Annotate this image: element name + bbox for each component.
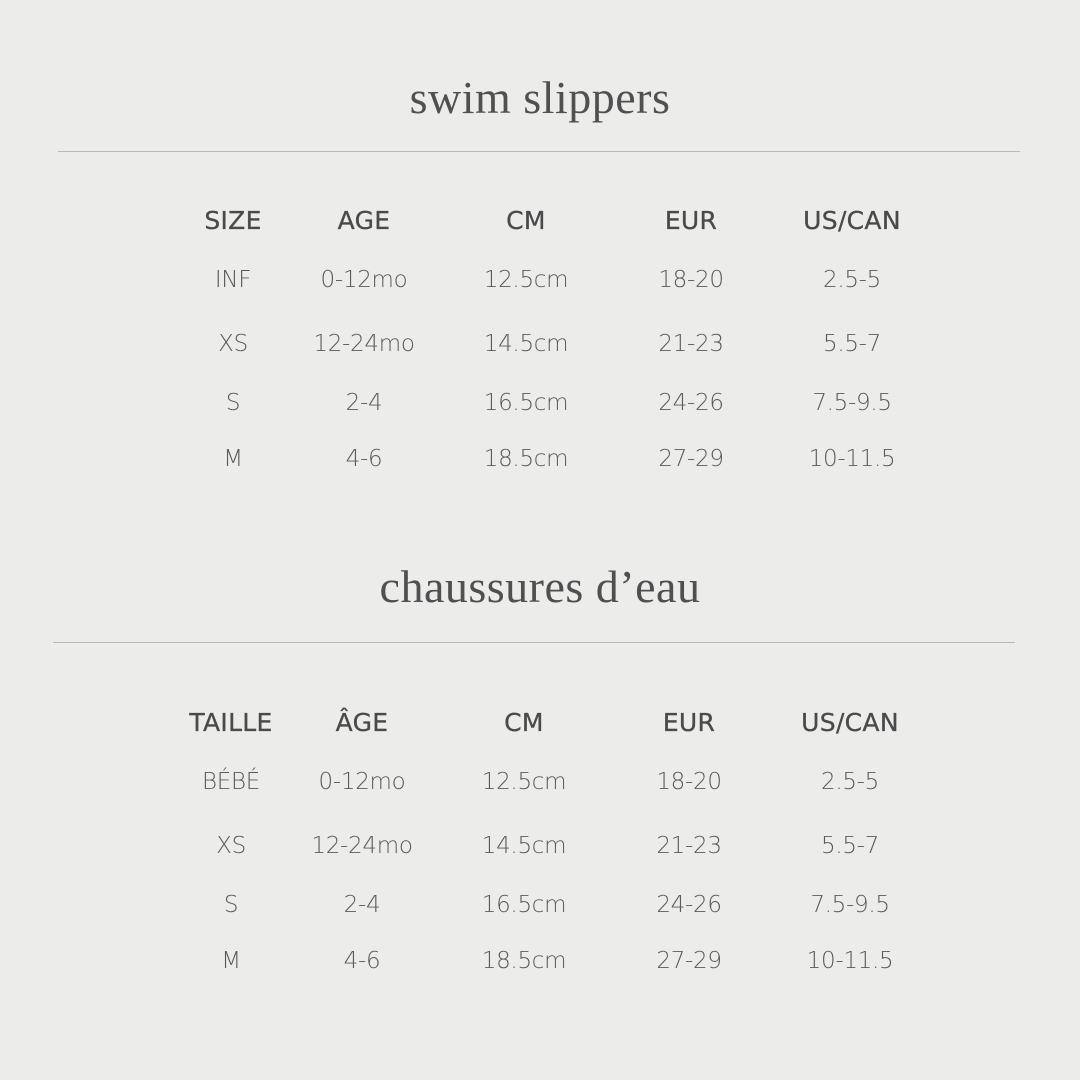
cell-cm: 18.5cm [481,948,567,974]
column-header-taille: TAILLE [189,708,273,737]
cell-us-can: 5.5-7 [820,833,879,859]
cell-eur: 18-20 [658,267,724,293]
column-header-us-can: US/CAN [803,206,901,235]
table-title: swim slippers [409,72,671,123]
cell-us-can: 2.5-5 [822,267,881,293]
column-header-eur: EUR [662,708,716,737]
cell-us-can: 5.5-7 [822,331,881,357]
table-title: chaussures d’eau [379,561,701,612]
cell-size: M [221,948,241,974]
cell-age: 12-24mo [311,833,413,859]
cell-cm: 16.5cm [483,390,569,416]
cell-eur: 21-23 [656,833,722,859]
column-header-us-can: US/CAN [801,708,899,737]
divider [53,642,1015,643]
cell-eur: 24-26 [656,892,722,918]
cell-size: XS [216,833,246,859]
cell-cm: 14.5cm [481,833,567,859]
cell-eur: 18-20 [656,769,722,795]
cell-cm: 18.5cm [483,446,569,472]
cell-cm: 12.5cm [481,769,567,795]
cell-eur: 24-26 [658,390,724,416]
cell-age: 0-12mo [318,769,406,795]
cell-us-can: 10-11.5 [808,446,896,472]
cell-us-can: 2.5-5 [820,769,879,795]
column-header-cm: CM [504,708,544,737]
column-header-eur: EUR [664,206,718,235]
cell-us-can: 10-11.5 [806,948,894,974]
column-header-age: ÂGE [335,708,389,737]
cell-age: 2-4 [345,390,383,416]
cell-size: BÉBÉ [202,769,260,795]
cell-age: 4-6 [343,948,381,974]
cell-age: 0-12mo [320,267,408,293]
cell-eur: 27-29 [656,948,722,974]
cell-age: 2-4 [343,892,381,918]
cell-eur: 27-29 [658,446,724,472]
cell-size: S [225,390,241,416]
cell-eur: 21-23 [658,331,724,357]
column-header-cm: CM [506,206,546,235]
cell-size: M [223,446,243,472]
cell-us-can: 7.5-9.5 [810,892,890,918]
cell-size: XS [218,331,248,357]
cell-cm: 16.5cm [481,892,567,918]
cell-size: INF [214,267,252,293]
cell-cm: 14.5cm [483,331,569,357]
column-header-size: SIZE [204,206,262,235]
cell-age: 4-6 [345,446,383,472]
cell-size: S [223,892,239,918]
cell-age: 12-24mo [313,331,415,357]
divider [58,151,1020,152]
column-header-age: AGE [337,206,391,235]
cell-cm: 12.5cm [483,267,569,293]
cell-us-can: 7.5-9.5 [812,390,892,416]
